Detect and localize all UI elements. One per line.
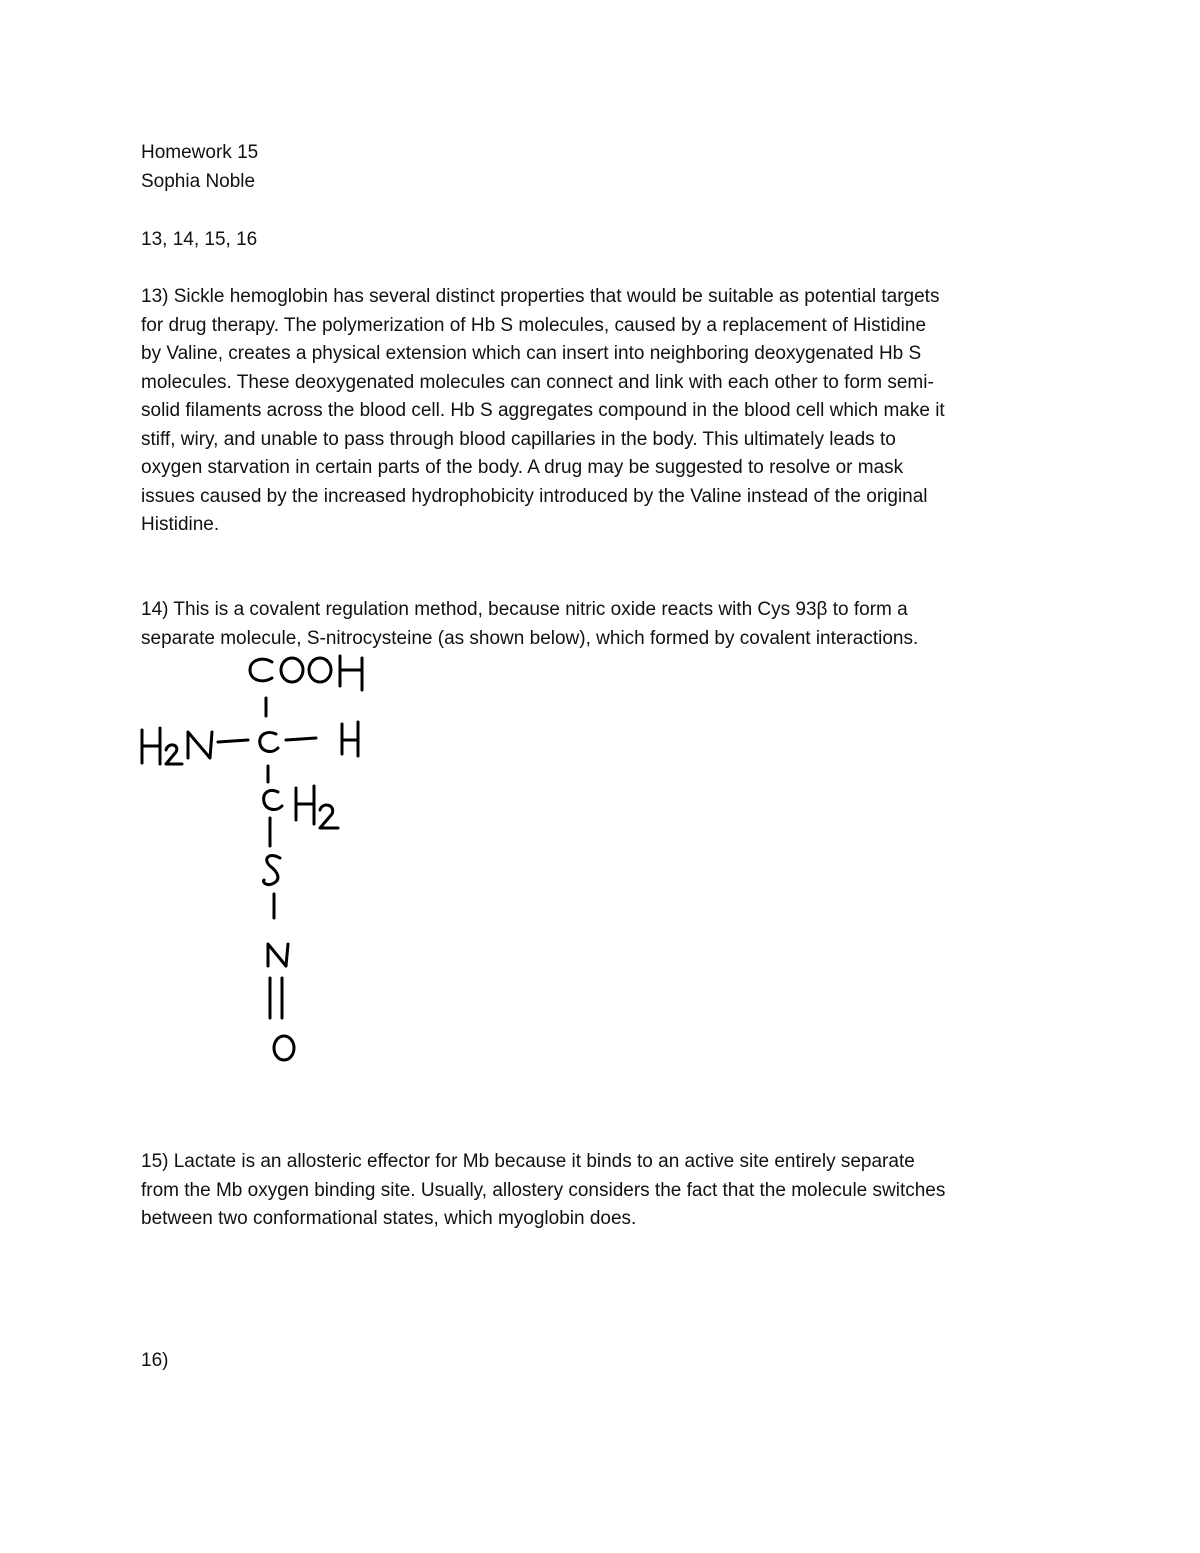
answer-14 bbox=[141, 596, 1071, 653]
answer-14-line: separate molecule, S-nitrocysteine (as shown below), which formed by covalent interactions. bbox=[141, 627, 919, 649]
nitrogen-drawing bbox=[268, 944, 288, 966]
h2n-group-drawing bbox=[142, 728, 212, 764]
answer-16 bbox=[141, 1347, 1071, 1376]
document-title: Homework 15 bbox=[141, 142, 259, 163]
answer-13-line: stiff, wiry, and unable to pass through blood capillaries in the body. This ultimately leads to bbox=[141, 428, 896, 450]
author-name: Sophia Noble bbox=[141, 170, 256, 192]
answer-15-line: between two conformational states, which myoglobin does. bbox=[141, 1208, 637, 1229]
hydrogen-drawing bbox=[342, 722, 358, 756]
answer-13-line: issues caused by the increased hydrophobicity introduced by the Valine instead of the original bbox=[141, 485, 928, 507]
cooh-group-drawing bbox=[250, 656, 362, 690]
s-nitrocysteine-structure-drawing bbox=[130, 648, 390, 1068]
ch2-group-drawing bbox=[264, 786, 338, 828]
answer-13-line: solid filaments across the blood cell. Hb S aggregates compound in the blood cell which make it bbox=[141, 400, 945, 421]
bond-n-c bbox=[218, 740, 248, 742]
answer-13-line: oxygen starvation in certain parts of the body. A drug may be suggested to resolve or mask bbox=[141, 457, 904, 478]
answer-13-line: by Valine, creates a physical extension which can insert into neighboring deoxygenated Hb S bbox=[141, 343, 922, 364]
answer-15-line: 15) Lactate is an allosteric effector for Mb because it binds to an active site entirely separate bbox=[141, 1151, 915, 1172]
answer-13 bbox=[141, 283, 1071, 540]
answer-13-line: molecules. These deoxygenated molecules can connect and link with each other to form semi- bbox=[141, 371, 934, 393]
answer-16-label: 16) bbox=[141, 1350, 169, 1371]
document-header bbox=[141, 139, 1071, 196]
answer-13-line: 13) Sickle hemoglobin has several distinct properties that would be suitable as potential targets bbox=[141, 286, 940, 307]
problem-numbers: 13, 14, 15, 16 bbox=[141, 229, 258, 250]
answer-13-line: Histidine. bbox=[141, 514, 220, 535]
answer-13-line: for drug therapy. The polymerization of Hb S molecules, caused by a replacement of Histidine bbox=[141, 314, 927, 336]
problem-list bbox=[141, 226, 1071, 255]
oxygen-drawing bbox=[274, 1036, 294, 1060]
sulfur-drawing bbox=[263, 856, 280, 885]
double-bond-n-o bbox=[270, 978, 282, 1018]
answer-15-line: from the Mb oxygen binding site. Usually, allostery considers the fact that the molecule switches bbox=[141, 1179, 946, 1201]
answer-15 bbox=[141, 1148, 1071, 1234]
answer-14-line: 14) This is a covalent regulation method, because nitric oxide reacts with Cys 93β to form a bbox=[141, 599, 908, 620]
structure-svg bbox=[130, 648, 390, 1068]
alpha-carbon-drawing bbox=[260, 732, 278, 751]
bond-c-h bbox=[286, 738, 316, 740]
